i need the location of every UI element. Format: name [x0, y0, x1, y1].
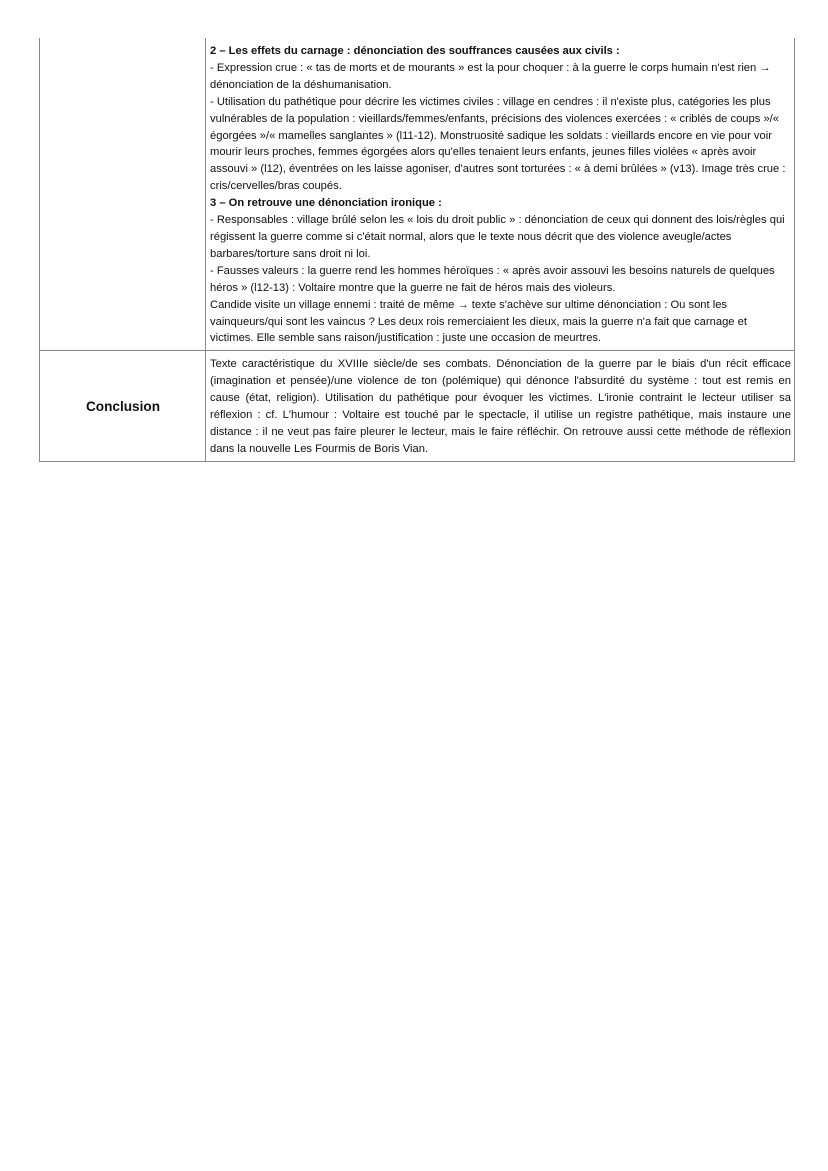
section-3-heading: 3 – On retrouve une dénonciation ironique :: [210, 197, 442, 210]
section-3-paragraph: - Responsables : village brûlé selon les « lois du droit public » : dénonciation de ceux qui donnent des lois/règles qui régissent la guerre comme si c'était normal, alors que le texte nous décrit que des violence aveugle/actes barbares/torture sans droit ni loi.: [210, 214, 785, 260]
conclusion-label: Conclusion: [40, 351, 206, 461]
section-2-paragraph: - Utilisation du pathétique pour décrire les victimes civiles : village en cendres : il n'existe plus, catégories les plus vulnérables de la population : vieillards/femmes/enfants, précisions des violences exercées : « criblés de coups »/« égorgées »/« mamelles sanglantes » (l11-12). Monstruosité sadique les soldats : vieillards encore en vie pour voir mourir leurs proches, femmes égorgées alors qu'elles tenaient leurs enfants, jeunes filles violées « après avoir assouvi » (l12), éventrées on les laisse agoniser, d'autres sont torturées : « à demi brûlées » (v13). Image très crue : cris/cervelles/bras coupés.: [210, 95, 786, 193]
conclusion-paragraph: Texte caractéristique du XVIIIe siècle/de ses combats. Dénonciation de la guerre par le biais d'un récit efficace (imagination et pensée)/une violence de ton (polémique) qui dénonce l'absurdité du système : tout est remis en cause (état, religion). Utilisation du pathétique pour évoquer les victimes. L'ironie contraint le lecteur utiliser sa réflexion : cf. L'humour : Voltaire est touché par le spectacle, il utilise un registre pathétique, mais instaure une distance : il ne veut pas faire pleurer le lecteur, mais le faire réfléchir. On retrouve aussi cette méthode de réflexion dans la nouvelle Les Fourmis de Boris Vian.: [210, 358, 791, 455]
conclusion-cell: [206, 351, 795, 461]
section-3-paragraph: - Fausses valeurs : la guerre rend les hommes héroïques : « après avoir assouvi les besoins naturels de quelques héros » (l12-13) : Voltaire montre que la guerre ne fait de héros mais des violeurs.: [210, 264, 775, 294]
section-3-paragraph: Candide visite un village ennemi : traité de même → texte s'achève sur ultime dénonciation : Ou sont les vainqueurs/qui sont les vaincus ? Les deux rois remerciaient les dieux, mais la guerre n'a fait que carnage et victimes. Elle semble sans raison/justification : juste une occasion de meurtres.: [210, 298, 747, 345]
section-2-paragraph: - Expression crue : « tas de morts et de mourants » est la pour choquer : à la guerre le corps humain n'est rien → dénonciation de la déshumanisation.: [210, 61, 771, 91]
analysis-table: [39, 38, 795, 462]
development-cell: [206, 38, 795, 351]
table-row: [40, 351, 795, 461]
row-label: [40, 38, 206, 351]
section-2-heading: 2 – Les effets du carnage : dénonciation des souffrances causées aux civils :: [210, 45, 620, 57]
table-row: [40, 38, 795, 351]
